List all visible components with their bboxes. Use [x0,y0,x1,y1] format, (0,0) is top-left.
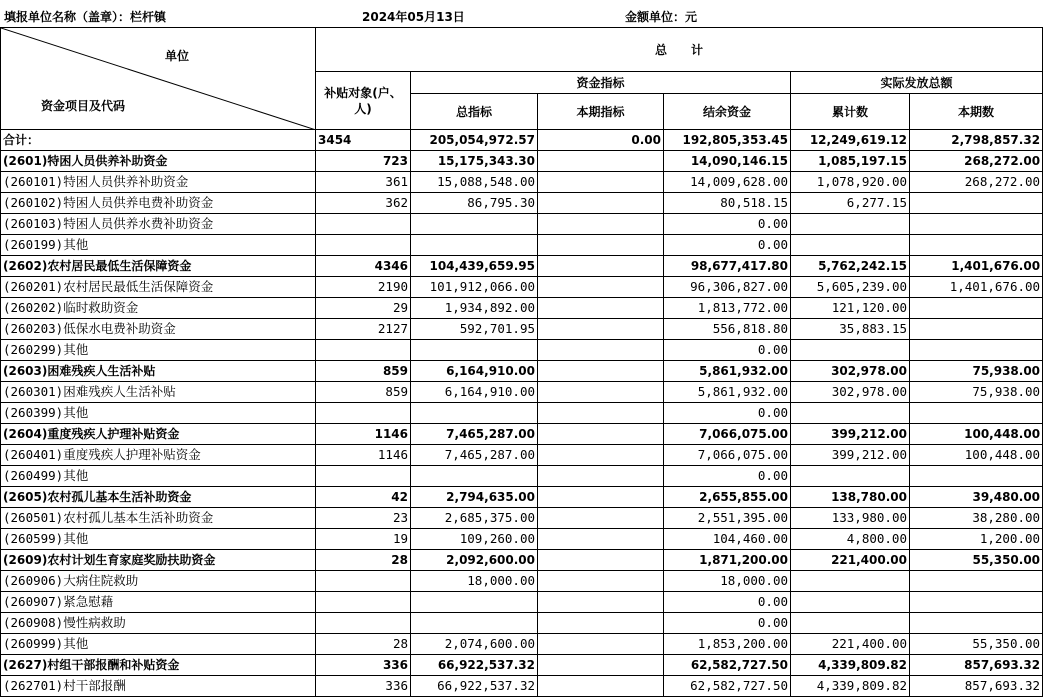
item-name-cell: (260907)紧急慰藉 [1,592,316,613]
balance-cell: 0.00 [664,235,791,256]
subsidy-target-cell [316,613,411,634]
period-index-cell [538,508,664,529]
period-index-cell [538,319,664,340]
balance-cell: 1,853,200.00 [664,634,791,655]
cumulative-cell [791,214,910,235]
period-amount-cell: 1,200.00 [910,529,1043,550]
cumulative-cell [791,466,910,487]
period-index-cell [538,487,664,508]
period-amount-cell: 268,272.00 [910,151,1043,172]
cumulative-cell [791,403,910,424]
total-index-cell: 66,922,537.32 [411,655,538,676]
table-body [1,130,1043,697]
table-row [1,256,1043,277]
balance-header: 结余资金 [664,94,791,130]
table-row [1,193,1043,214]
table-row [1,571,1043,592]
total-index-cell: 1,934,892.00 [411,298,538,319]
item-name-cell: (260399)其他 [1,403,316,424]
total-index-cell [411,235,538,256]
period-amount-cell: 39,480.00 [910,487,1043,508]
period-index-cell: 0.00 [538,130,664,151]
fund-index-header: 资金指标 [411,72,791,94]
balance-cell: 0.00 [664,403,791,424]
cumulative-cell: 5,762,242.15 [791,256,910,277]
cumulative-cell [791,235,910,256]
balance-cell: 5,861,932.00 [664,382,791,403]
balance-cell: 1,871,200.00 [664,550,791,571]
unit-header: 单位 [165,49,190,63]
table-row [1,445,1043,466]
item-name-cell: (2602)农村居民最低生活保障资金 [1,256,316,277]
subsidy-target-cell: 28 [316,634,411,655]
cumulative-cell: 12,249,619.12 [791,130,910,151]
cumulative-cell: 133,980.00 [791,508,910,529]
subsidy-target-cell [316,214,411,235]
period-index-cell [538,424,664,445]
balance-cell: 7,066,075.00 [664,424,791,445]
period-index-cell [538,361,664,382]
table-row [1,466,1043,487]
item-name-cell: (2627)村组干部报酬和补贴资金 [1,655,316,676]
item-name-cell: (260299)其他 [1,340,316,361]
period-index-header: 本期指标 [538,94,664,130]
period-index-cell [538,592,664,613]
total-index-cell: 6,164,910.00 [411,382,538,403]
balance-cell: 0.00 [664,214,791,235]
subsidy-target-cell: 1146 [316,445,411,466]
subsidy-target-cell: 42 [316,487,411,508]
subsidy-target-cell [316,571,411,592]
subsidy-target-cell: 1146 [316,424,411,445]
table-row [1,214,1043,235]
subsidy-target-cell: 29 [316,298,411,319]
subsidy-target-cell: 2190 [316,277,411,298]
subsidy-target-cell [316,466,411,487]
period-amount-cell [910,571,1043,592]
item-name-cell: (260102)特困人员供养电费补助资金 [1,193,316,214]
subsidy-target-cell: 28 [316,550,411,571]
table-row [1,676,1043,697]
period-amount-cell: 268,272.00 [910,172,1043,193]
period-index-cell [538,256,664,277]
period-index-cell [538,214,664,235]
period-index-cell [538,403,664,424]
balance-cell: 104,460.00 [664,529,791,550]
period-amount-cell [910,193,1043,214]
total-index-cell: 2,685,375.00 [411,508,538,529]
period-amount-cell: 1,401,676.00 [910,256,1043,277]
subsidy-target-cell: 4346 [316,256,411,277]
balance-cell: 1,813,772.00 [664,298,791,319]
subsidy-fund-table [0,27,1043,697]
grand-total-header: 总 计 [316,28,1043,72]
period-index-cell [538,529,664,550]
period-index-cell [538,676,664,697]
cumulative-cell: 1,085,197.15 [791,151,910,172]
table-row [1,655,1043,676]
item-name-cell: (260401)重度残疾人护理补贴资金 [1,445,316,466]
period-index-cell [538,235,664,256]
balance-cell: 14,090,146.15 [664,151,791,172]
subsidy-target-cell: 336 [316,655,411,676]
reporting-unit-label: 填报单位名称（盖章）：栏杆镇 [4,10,167,24]
period-index-cell [538,655,664,676]
period-index-cell [538,193,664,214]
cumulative-cell: 4,339,809.82 [791,655,910,676]
subsidy-target-cell: 723 [316,151,411,172]
cumulative-cell [791,340,910,361]
subsidy-target-cell [316,403,411,424]
item-name-cell: (260599)其他 [1,529,316,550]
table-row [1,592,1043,613]
balance-cell: 62,582,727.50 [664,676,791,697]
subsidy-target-cell: 2127 [316,319,411,340]
subsidy-target-cell: 859 [316,361,411,382]
total-index-cell: 2,092,600.00 [411,550,538,571]
item-name-cell: (260906)大病住院救助 [1,571,316,592]
total-index-cell: 7,465,287.00 [411,424,538,445]
cumulative-cell: 302,978.00 [791,361,910,382]
period-amount-header: 本期数 [910,94,1043,130]
table-row [1,613,1043,634]
item-name-cell: (2601)特困人员供养补助资金 [1,151,316,172]
cumulative-cell [791,592,910,613]
period-index-cell [538,382,664,403]
period-index-cell [538,466,664,487]
subsidy-target-cell: 361 [316,172,411,193]
total-index-cell: 15,175,343.30 [411,151,538,172]
balance-cell: 0.00 [664,592,791,613]
period-index-cell [538,340,664,361]
period-index-cell [538,613,664,634]
total-index-cell: 66,922,537.32 [411,676,538,697]
cumulative-cell: 1,078,920.00 [791,172,910,193]
item-name-cell: (2605)农村孤儿基本生活补助资金 [1,487,316,508]
period-index-cell [538,298,664,319]
item-name-cell: 合计： [1,130,316,151]
balance-cell: 2,551,395.00 [664,508,791,529]
period-index-cell [538,172,664,193]
period-amount-cell [910,298,1043,319]
balance-cell: 192,805,353.45 [664,130,791,151]
balance-cell: 556,818.80 [664,319,791,340]
subsidy-target-cell: 362 [316,193,411,214]
period-index-cell [538,445,664,466]
table-row [1,361,1043,382]
table-row [1,298,1043,319]
balance-cell: 18,000.00 [664,571,791,592]
cumulative-cell: 35,883.15 [791,319,910,340]
total-index-header: 总指标 [411,94,538,130]
balance-cell: 7,066,075.00 [664,445,791,466]
balance-cell: 0.00 [664,613,791,634]
total-index-cell: 592,701.95 [411,319,538,340]
item-name-cell: (260499)其他 [1,466,316,487]
period-amount-cell: 857,693.32 [910,676,1043,697]
total-index-cell: 7,465,287.00 [411,445,538,466]
table-row [1,550,1043,571]
period-amount-cell [910,403,1043,424]
period-amount-cell: 75,938.00 [910,361,1043,382]
period-amount-cell: 55,350.00 [910,550,1043,571]
total-index-cell: 101,912,066.00 [411,277,538,298]
period-index-cell [538,277,664,298]
table-row [1,529,1043,550]
cumulative-cell: 5,605,239.00 [791,277,910,298]
cumulative-cell: 121,120.00 [791,298,910,319]
report-header [0,0,1043,27]
table-row [1,151,1043,172]
cumulative-cell: 6,277.15 [791,193,910,214]
period-index-cell [538,550,664,571]
table-row [1,172,1043,193]
total-index-cell: 6,164,910.00 [411,361,538,382]
period-index-cell [538,634,664,655]
total-index-cell [411,340,538,361]
diagonal-header-cell [1,28,316,130]
currency-unit-label: 金额单位：元 [625,10,698,24]
table-row [1,487,1043,508]
cumulative-cell: 221,400.00 [791,634,910,655]
total-index-cell [411,403,538,424]
balance-cell: 5,861,932.00 [664,361,791,382]
period-index-cell [538,151,664,172]
cumulative-header: 累计数 [791,94,910,130]
item-name-cell: (2609)农村计划生育家庭奖励扶助资金 [1,550,316,571]
balance-cell: 14,009,628.00 [664,172,791,193]
total-index-cell [411,592,538,613]
total-index-cell: 205,054,972.57 [411,130,538,151]
period-amount-cell: 100,448.00 [910,445,1043,466]
table-row [1,424,1043,445]
subsidy-target-cell: 3454 [316,130,411,151]
table-row [1,634,1043,655]
balance-cell: 2,655,855.00 [664,487,791,508]
table-row [1,130,1043,151]
period-amount-cell [910,340,1043,361]
total-index-cell: 15,088,548.00 [411,172,538,193]
cumulative-cell: 138,780.00 [791,487,910,508]
diagonal-line [1,28,316,130]
table-row [1,508,1043,529]
table-row [1,235,1043,256]
cumulative-cell [791,571,910,592]
cumulative-cell: 4,800.00 [791,529,910,550]
period-amount-cell [910,319,1043,340]
item-name-cell: (260199)其他 [1,235,316,256]
report-date: 2024年05月13日 [362,10,465,24]
item-name-cell: (260103)特困人员供养水费补助资金 [1,214,316,235]
subsidy-target-cell: 19 [316,529,411,550]
cumulative-cell: 221,400.00 [791,550,910,571]
total-index-cell: 86,795.30 [411,193,538,214]
subsidy-target-cell [316,235,411,256]
table-row [1,382,1043,403]
balance-cell: 96,306,827.00 [664,277,791,298]
total-index-cell: 18,000.00 [411,571,538,592]
subsidy-target-header: 补贴对象(户、人) [316,72,411,130]
item-name-cell: (260101)特困人员供养补助资金 [1,172,316,193]
subsidy-target-cell [316,340,411,361]
item-name-cell: (260202)临时救助资金 [1,298,316,319]
cumulative-cell: 399,212.00 [791,445,910,466]
total-index-cell: 2,074,600.00 [411,634,538,655]
table-row [1,319,1043,340]
period-amount-cell: 100,448.00 [910,424,1043,445]
period-amount-cell: 2,798,857.32 [910,130,1043,151]
table-row [1,277,1043,298]
total-index-cell: 104,439,659.95 [411,256,538,277]
period-amount-cell [910,466,1043,487]
period-amount-cell: 55,350.00 [910,634,1043,655]
item-name-cell: (262701)村干部报酬 [1,676,316,697]
period-amount-cell [910,214,1043,235]
item-name-cell: (260999)其他 [1,634,316,655]
period-amount-cell: 1,401,676.00 [910,277,1043,298]
period-amount-cell [910,235,1043,256]
balance-cell: 62,582,727.50 [664,655,791,676]
cumulative-cell: 4,339,809.82 [791,676,910,697]
item-name-cell: (2603)困难残疾人生活补贴 [1,361,316,382]
balance-cell: 80,518.15 [664,193,791,214]
period-amount-cell [910,592,1043,613]
item-name-cell: (260301)困难残疾人生活补贴 [1,382,316,403]
table-row [1,340,1043,361]
balance-cell: 0.00 [664,466,791,487]
balance-cell: 98,677,417.80 [664,256,791,277]
cumulative-cell: 302,978.00 [791,382,910,403]
item-name-cell: (260908)慢性病救助 [1,613,316,634]
item-name-cell: (260501)农村孤儿基本生活补助资金 [1,508,316,529]
total-index-cell: 2,794,635.00 [411,487,538,508]
cumulative-cell [791,613,910,634]
total-index-cell [411,214,538,235]
item-code-header: 资金项目及代码 [41,99,126,113]
subsidy-target-cell [316,592,411,613]
subsidy-target-cell: 859 [316,382,411,403]
period-amount-cell: 38,280.00 [910,508,1043,529]
item-name-cell: (260201)农村居民最低生活保障资金 [1,277,316,298]
period-amount-cell [910,613,1043,634]
item-name-cell: (260203)低保水电费补助资金 [1,319,316,340]
total-index-cell: 109,260.00 [411,529,538,550]
total-index-cell [411,613,538,634]
period-amount-cell: 75,938.00 [910,382,1043,403]
balance-cell: 0.00 [664,340,791,361]
subsidy-target-cell: 336 [316,676,411,697]
total-index-cell [411,466,538,487]
period-amount-cell: 857,693.32 [910,655,1043,676]
actual-payout-header: 实际发放总额 [791,72,1043,94]
period-index-cell [538,571,664,592]
cumulative-cell: 399,212.00 [791,424,910,445]
subsidy-target-cell: 23 [316,508,411,529]
item-name-cell: (2604)重度残疾人护理补贴资金 [1,424,316,445]
table-row [1,403,1043,424]
